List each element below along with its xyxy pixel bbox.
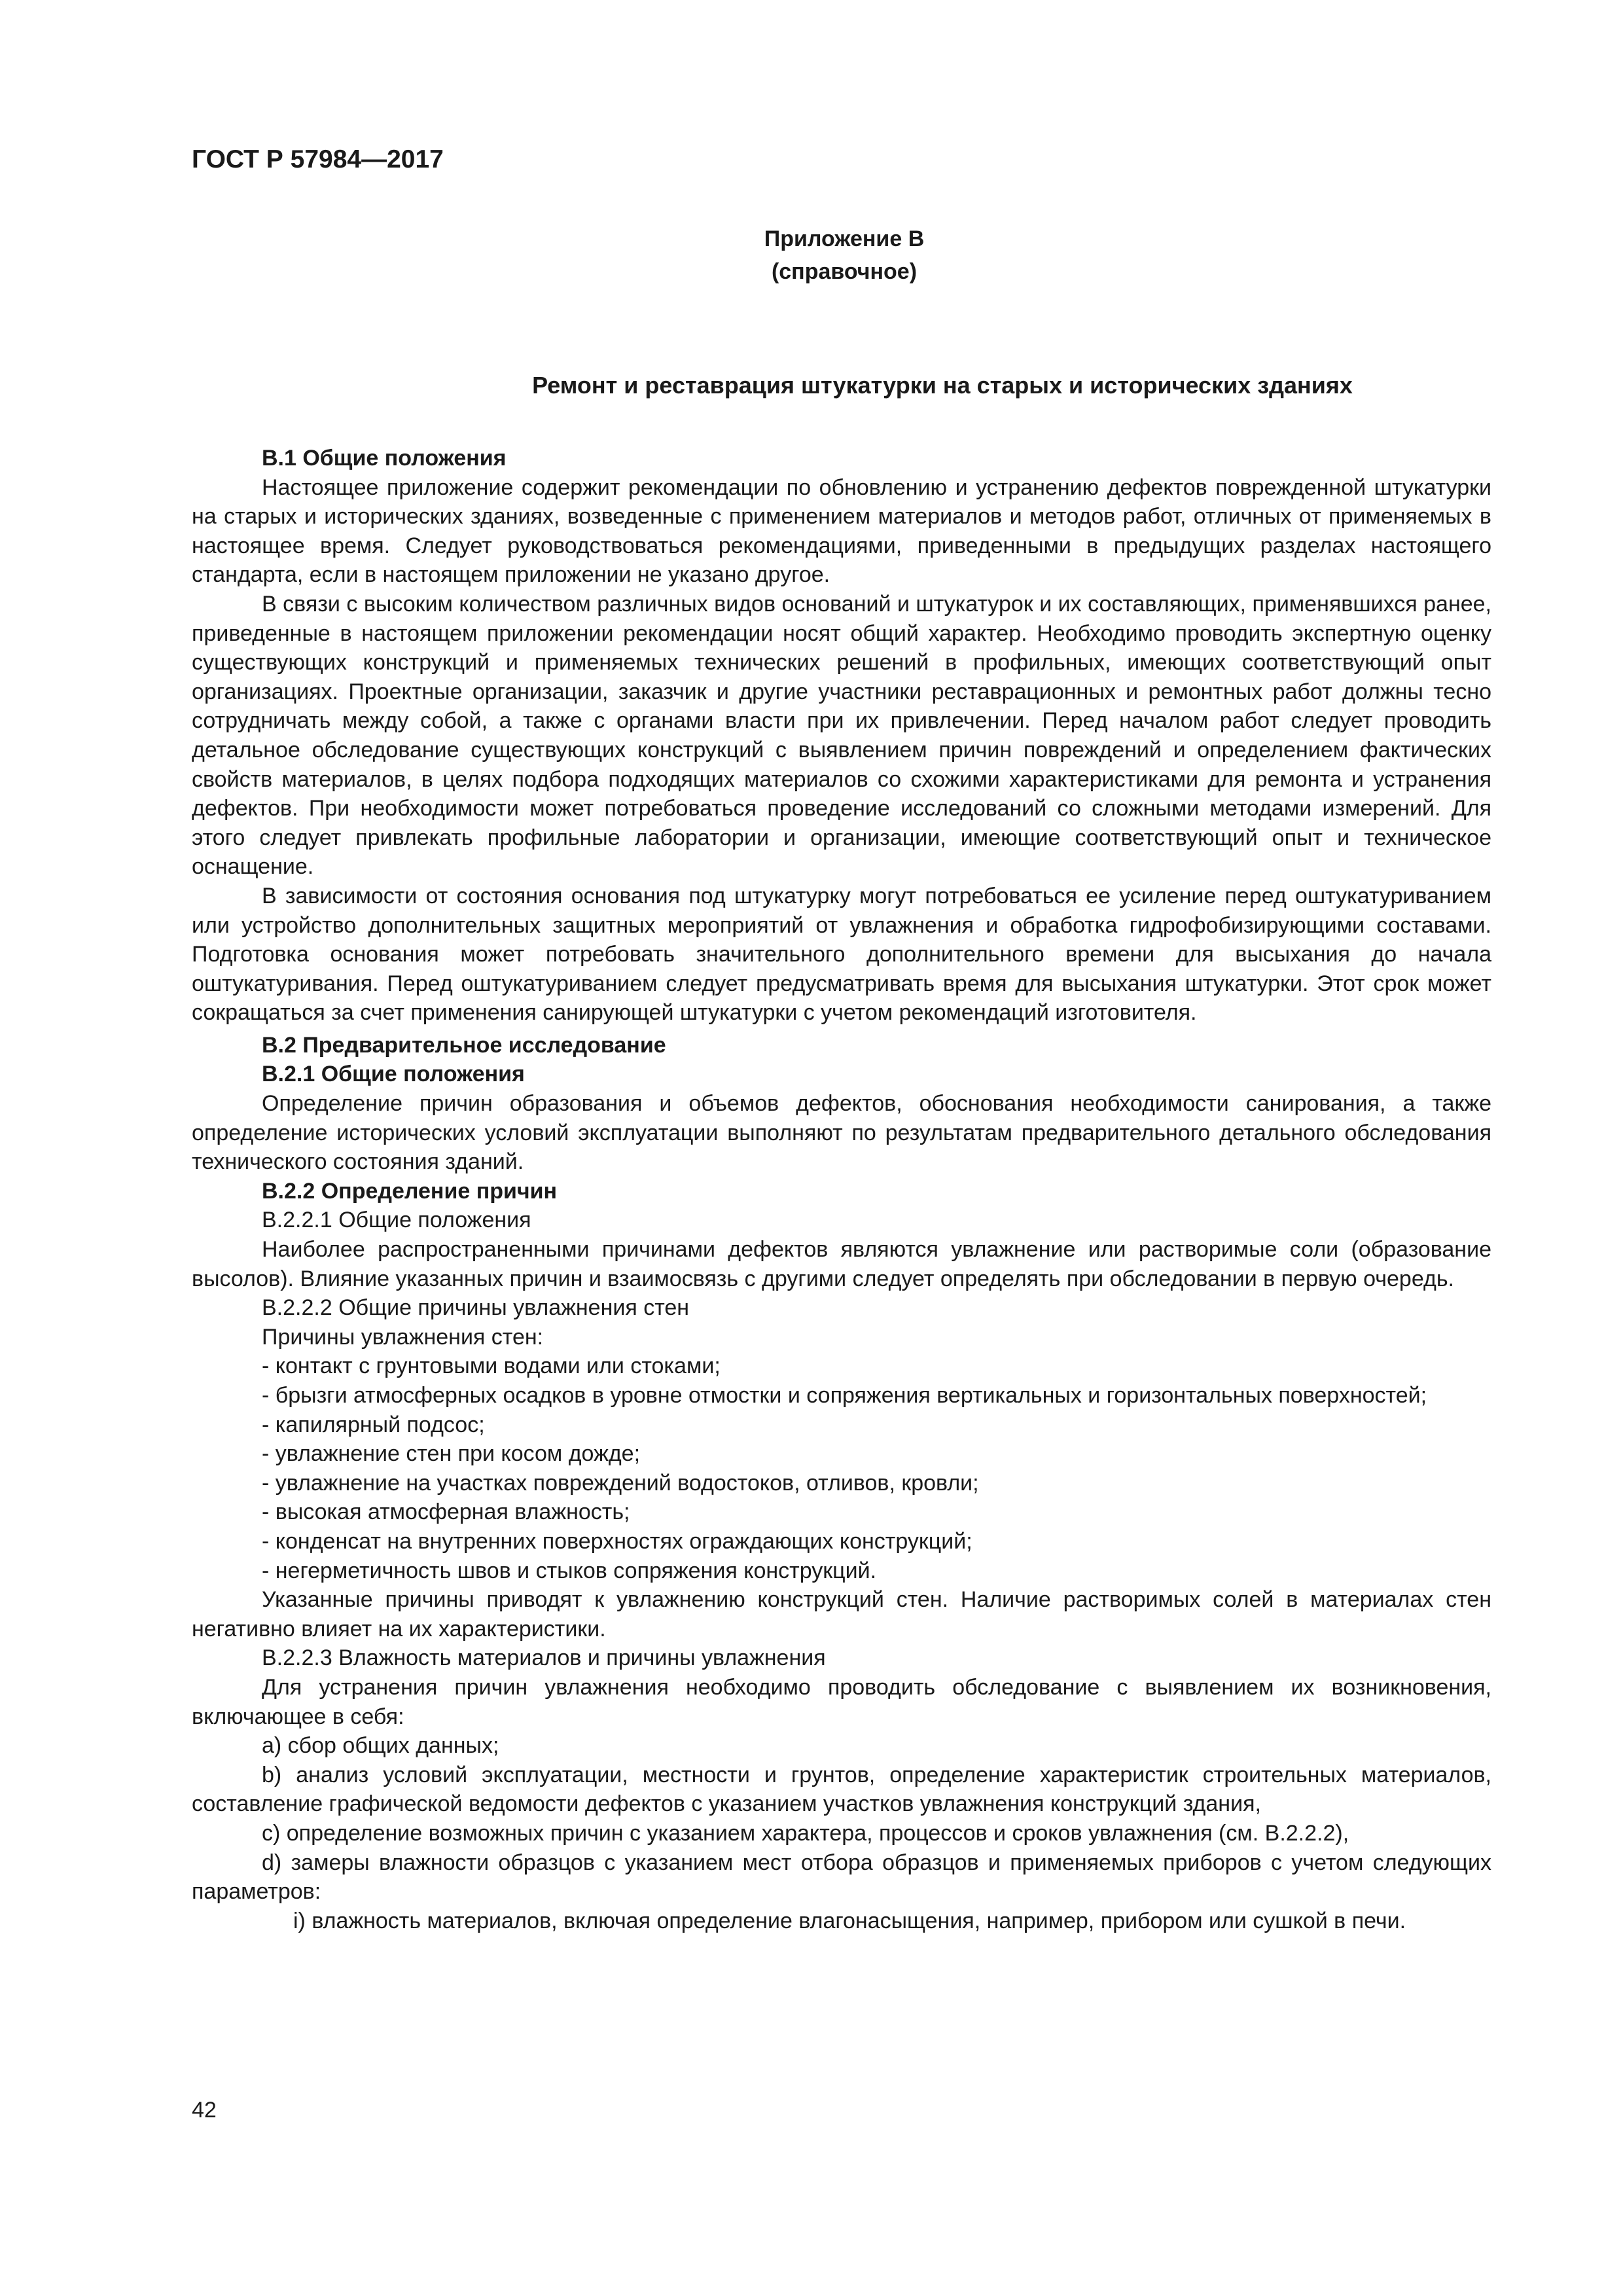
- list-item: a) сбор общих данных;: [262, 1733, 499, 1759]
- section-heading-b22: В.2.2 Определение причин: [262, 1178, 558, 1204]
- list-item: - высокая атмосферная влажность;: [262, 1499, 630, 1525]
- list-item: b) анализ условий эксплуатации, местности и грунтов, определение характеристик строительных материалов, составление графической ведомости дефектов с указанием участков увлажнения конструкций здания,: [192, 1762, 1491, 1817]
- list-item: d) замеры влажности образцов с указанием мест отбора образцов и применяемых приборов с учетом следующих параметров:: [192, 1850, 1491, 1905]
- list-item: - конденсат на внутренних поверхностях ограждающих конструкций;: [262, 1528, 972, 1554]
- list-item: - капилярный подсос;: [262, 1412, 485, 1437]
- list-intro: Причины увлажнения стен:: [262, 1324, 544, 1350]
- subsection-heading-b222: В.2.2.2 Общие причины увлажнения стен: [262, 1295, 690, 1321]
- paragraph: Наиболее распространенными причинами дефектов являются увлажнение или растворимые соли (образование высолов). Влияние указанных причин и взаимосвязь с другими следует определять при обследовании в первую очередь.: [192, 1237, 1491, 1291]
- document-code: ГОСТ Р 57984—2017: [192, 145, 444, 173]
- section-heading-b2: В.2 Предварительное исследование: [262, 1032, 666, 1058]
- list-item: c) определение возможных причин с указанием характера, процессов и сроков увлажнения (см. В.2.2.2),: [262, 1820, 1349, 1846]
- list-item: - негерметичность швов и стыков сопряжения конструкций.: [262, 1558, 877, 1583]
- page-number: 42: [192, 2098, 217, 2123]
- paragraph: Указанные причины приводят к увлажнению конструкций стен. Наличие растворимых солей в материалах стен негативно влияет на их характеристики.: [192, 1587, 1491, 1641]
- paragraph: Настоящее приложение содержит рекомендации по обновлению и устранению дефектов поврежденной штукатурки на старых и исторических зданиях, возведенные с применением материалов и методов работ, отличных от применяемых в настоящее время. Следует руководствоваться рекомендациями, приведенными в предыдущих разделах настоящего стандарта, если в настоящем приложении не указано другое.: [192, 475, 1491, 588]
- subsection-heading-b223: В.2.2.3 Влажность материалов и причины увлажнения: [262, 1645, 826, 1671]
- subsection-heading-b221: В.2.2.1 Общие положения: [262, 1208, 531, 1233]
- paragraph: Определение причин образования и объемов дефектов, обоснования необходимости санирования, а также определение исторических условий эксплуатации выполняют по результатам предварительного детального обследования технического состояния зданий.: [192, 1091, 1491, 1175]
- paragraph: В зависимости от состояния основания под штукатурку могут потребоваться ее усиление перед оштукатуриванием или устройство дополнительных защитных мероприятий от увлажнения и обработка гидрофобизирующими составами. Подготовка основания может потребовать значительного дополнительного времени для высыхания до начала оштукатуривания. Перед оштукатуриванием следует предусматривать время для высыхания штукатурки. Этот срок может сокращаться за счет применения санирующей штукатурки с учетом рекомендаций изготовителя.: [192, 883, 1491, 1026]
- paragraph: Для устранения причин увлажнения необходимо проводить обследование с выявлением их возникновения, включающее в себя:: [192, 1674, 1491, 1729]
- annex-label: Приложение В: [764, 226, 925, 251]
- paragraph: В связи с высоким количеством различных видов оснований и штукатурок и их составляющих, применявшихся ранее, приведенные в настоящем приложении рекомендации носят общий характер. Необходимо проводить экспертную оценку существующих конструкций и применяемых технических решений в профильных, имеющих соответствующий опыт организациях. Проектные организации, заказчик и другие участники реставрационных и ремонтных работ должны тесно сотрудничать между собой, а также с органами власти при их привлечении. Перед началом работ следует проводить детальное обследование существующих конструкций с выявлением причин повреждений и определением фактических свойств материалов, в целях подбора подходящих материалов со схожими характеристиками для ремонта и устранения дефектов. При необходимости может потребоваться проведение исследований со сложными методами измерений. Для этого следует привлекать профильные лаборатории и организации, имеющие соответствующий опыт и техническое оснащение.: [192, 591, 1491, 880]
- list-item: - увлажнение на участках повреждений водостоков, отливов, кровли;: [262, 1470, 979, 1496]
- list-subitem: i) влажность материалов, включая определение влагонасыщения, например, прибором или сушкой в печи.: [293, 1908, 1406, 1933]
- list-item: - контакт с грунтовыми водами или стоками;: [262, 1354, 721, 1379]
- list-item: - увлажнение стен при косом дожде;: [262, 1441, 641, 1467]
- list-item: - брызги атмосферных осадков в уровне отмостки и сопряжения вертикальных и горизонтальных поверхностей;: [262, 1383, 1427, 1408]
- annex-title: Ремонт и реставрация штукатурки на старых и исторических зданиях: [532, 372, 1353, 399]
- annex-header: [0, 223, 1623, 288]
- section-heading-b1: В.1 Общие положения: [262, 446, 507, 471]
- annex-type: (справочное): [771, 259, 918, 284]
- section-heading-b21: В.2.1 Общие положения: [262, 1062, 525, 1087]
- document-body: [192, 444, 1491, 1935]
